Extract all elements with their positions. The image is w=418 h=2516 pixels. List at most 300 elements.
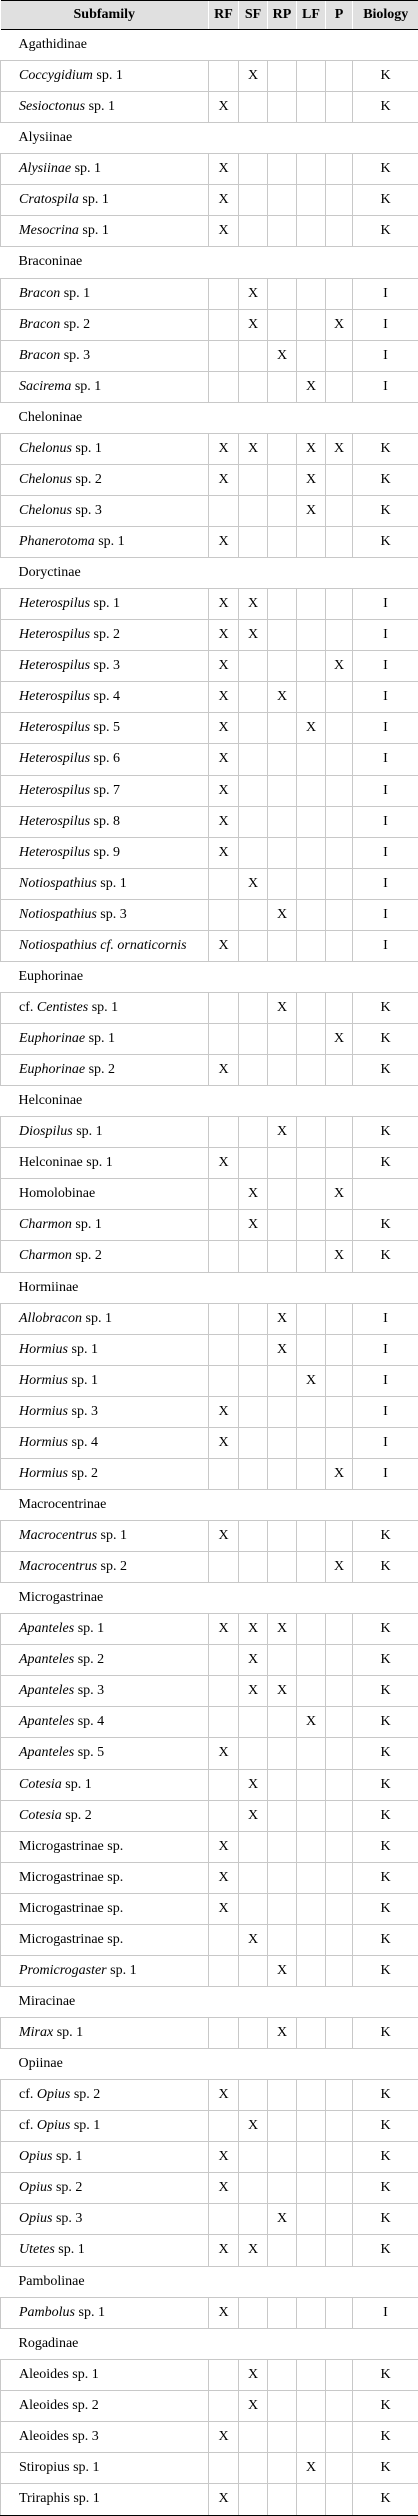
subfamily-name: Miracinae [1, 1986, 418, 2017]
rf-cell [209, 1924, 239, 1955]
taxon-name [1, 1117, 209, 1148]
genus-name: Hormius [19, 1403, 69, 1419]
subfamily-name: Macrocentrinae [1, 1489, 418, 1520]
biology-cell: K [353, 464, 418, 495]
table-row [1, 371, 418, 402]
subfamily-name: Cheloninae [1, 402, 418, 433]
rf-cell [209, 495, 239, 526]
biology-cell: I [353, 1365, 418, 1396]
rf-cell [209, 1117, 239, 1148]
biology-cell: K [353, 1955, 418, 1986]
p-cell [326, 620, 353, 651]
subfamily-row [1, 1986, 418, 2017]
table-row [1, 1676, 418, 1707]
taxon-name [1, 2080, 209, 2111]
taxon-name [1, 216, 209, 247]
genus-name: Hormius [19, 1465, 69, 1481]
lf-cell: X [297, 1707, 326, 1738]
subfamily-row [1, 961, 418, 992]
genus-name: Mirax [19, 2025, 54, 2041]
genus-name: Centistes [36, 999, 89, 1015]
taxon-name [1, 899, 209, 930]
biology-cell: I [353, 713, 418, 744]
genus-name: Coccygidium [19, 68, 93, 84]
biology-cell: K [353, 1893, 418, 1924]
sf-cell [239, 1893, 268, 1924]
rf-cell: X [209, 1614, 239, 1645]
species-suffix: sp. 1 [71, 161, 102, 177]
rp-cell [268, 1924, 297, 1955]
rp-cell: X [268, 1955, 297, 1986]
table-row [1, 154, 418, 185]
lf-cell [297, 1552, 326, 1583]
genus-name: Cotesia [19, 1807, 62, 1823]
species-suffix: sp. 3 [71, 502, 102, 518]
biology-cell: K [353, 2483, 418, 2515]
rf-cell: X [209, 1396, 239, 1427]
rf-cell [209, 2111, 239, 2142]
rp-cell [268, 837, 297, 868]
rf-cell [209, 1365, 239, 1396]
biology-cell: K [353, 216, 418, 247]
sf-cell [239, 464, 268, 495]
rf-cell [209, 1210, 239, 1241]
p-cell: X [326, 433, 353, 464]
taxon-name [1, 744, 209, 775]
species-suffix: sp. 1 [71, 1217, 102, 1233]
taxon-name [1, 527, 209, 558]
species-suffix: sp. 1 [96, 875, 127, 891]
genus-name: Hormius [19, 1341, 69, 1357]
table-row [1, 1552, 418, 1583]
sf-cell: X [239, 433, 268, 464]
sf-cell: X [239, 1924, 268, 1955]
rp-cell [268, 2483, 297, 2515]
lf-cell [297, 2142, 326, 2173]
table-row [1, 1148, 418, 1179]
sf-cell [239, 899, 268, 930]
genus-name: Notiospathius [19, 906, 97, 922]
biology-cell: I [353, 775, 418, 806]
p-cell [326, 1862, 353, 1893]
rp-cell [268, 1831, 297, 1862]
taxon-name [1, 1676, 209, 1707]
lf-cell [297, 1614, 326, 1645]
rp-cell: X [268, 1676, 297, 1707]
genus-name: Bracon [19, 347, 61, 363]
rp-cell [268, 2452, 297, 2483]
biology-cell: I [353, 309, 418, 340]
rp-cell [268, 2359, 297, 2390]
sf-cell: X [239, 868, 268, 899]
taxon-name [1, 2235, 209, 2266]
sf-cell: X [239, 2235, 268, 2266]
p-cell [326, 1055, 353, 1086]
rf-cell [209, 340, 239, 371]
genus-name: Apanteles [19, 1621, 75, 1637]
taxon-name [1, 775, 209, 806]
taxon-name [1, 1427, 209, 1458]
p-cell [326, 216, 353, 247]
taxon-name [1, 154, 209, 185]
rf-cell [209, 1241, 239, 1272]
p-cell [326, 1396, 353, 1427]
genus-name: Phanerotoma [19, 534, 95, 550]
table-row [1, 340, 418, 371]
genus-name: Heterospilus [19, 658, 91, 674]
table-row [1, 1707, 418, 1738]
biology-cell: K [353, 527, 418, 558]
sf-cell [239, 837, 268, 868]
table-row [1, 1055, 418, 1086]
rf-cell: X [209, 2080, 239, 2111]
rf-cell [209, 61, 239, 92]
taxon-name [1, 1552, 209, 1583]
taxon-text: Aleoides sp. 3 [19, 2428, 99, 2444]
lf-cell [297, 899, 326, 930]
lf-cell [297, 1645, 326, 1676]
taxon-name [1, 868, 209, 899]
rf-cell: X [209, 527, 239, 558]
rp-cell [268, 92, 297, 123]
p-cell [326, 992, 353, 1023]
rp-cell [268, 713, 297, 744]
lf-cell [297, 309, 326, 340]
rp-cell [268, 2111, 297, 2142]
table-row [1, 61, 418, 92]
sf-cell [239, 2421, 268, 2452]
sf-cell [239, 1521, 268, 1552]
table-row [1, 2359, 418, 2390]
p-cell [326, 1955, 353, 1986]
rp-cell [268, 309, 297, 340]
lf-cell: X [297, 2452, 326, 2483]
genus-name: Apanteles [19, 1683, 75, 1699]
lf-cell [297, 1148, 326, 1179]
rp-cell: X [268, 682, 297, 713]
sf-cell [239, 1831, 268, 1862]
taxon-text: Microgastrinae sp. [19, 1869, 124, 1885]
table-row [1, 92, 418, 123]
p-cell [326, 1831, 353, 1862]
rp-cell [268, 1179, 297, 1210]
rf-cell: X [209, 806, 239, 837]
rf-cell: X [209, 1521, 239, 1552]
species-suffix: sp. 1 [75, 2304, 105, 2320]
taxon-name [1, 1303, 209, 1334]
rp-cell [268, 651, 297, 682]
biology-cell: K [353, 2204, 418, 2235]
rp-cell [268, 1365, 297, 1396]
sf-cell [239, 775, 268, 806]
header-p: P [326, 1, 353, 30]
rp-cell: X [268, 1117, 297, 1148]
sf-cell [239, 216, 268, 247]
p-cell: X [326, 1241, 353, 1272]
subfamily-row [1, 123, 418, 154]
sf-cell [239, 527, 268, 558]
rp-cell [268, 1552, 297, 1583]
species-suffix: sp. 1 [90, 596, 120, 612]
species-suffix: sp. 1 [85, 99, 116, 115]
genus-name: Charmon [19, 1217, 72, 1233]
table-row [1, 495, 418, 526]
sf-cell [239, 1303, 268, 1334]
lf-cell [297, 2018, 326, 2049]
biology-cell: K [353, 1800, 418, 1831]
rf-cell: X [209, 1148, 239, 1179]
biology-cell: K [353, 1924, 418, 1955]
rf-cell: X [209, 1738, 239, 1769]
biology-cell: K [353, 1831, 418, 1862]
species-suffix: sp. 1 [54, 2242, 85, 2258]
rf-cell: X [209, 185, 239, 216]
biology-cell: I [353, 868, 418, 899]
rp-cell [268, 371, 297, 402]
sf-cell: X [239, 1179, 268, 1210]
sf-cell [239, 1334, 268, 1365]
p-cell: X [326, 1458, 353, 1489]
rp-cell [268, 1707, 297, 1738]
species-suffix: sp. 1 [60, 285, 91, 301]
sf-cell [239, 1707, 268, 1738]
species-suffix: sp. 1 [71, 378, 102, 394]
taxon-name [1, 806, 209, 837]
table-row [1, 2452, 418, 2483]
lf-cell [297, 1396, 326, 1427]
table-row [1, 1924, 418, 1955]
rf-cell: X [209, 930, 239, 961]
sf-cell: X [239, 2111, 268, 2142]
table-row [1, 1427, 418, 1458]
taxon-name [1, 1614, 209, 1645]
sf-cell [239, 154, 268, 185]
lf-cell [297, 1210, 326, 1241]
biology-cell: K [353, 1117, 418, 1148]
p-cell [326, 2297, 353, 2328]
biology-cell: K [353, 1552, 418, 1583]
genus-name: Opius [19, 2211, 53, 2227]
taxon-name [1, 1831, 209, 1862]
rp-cell [268, 589, 297, 620]
subfamily-row [1, 1272, 418, 1303]
taxon-name [1, 1769, 209, 1800]
table-row [1, 992, 418, 1023]
taxon-text: Aleoides sp. 2 [19, 2397, 99, 2413]
lf-cell [297, 1800, 326, 1831]
biology-cell: K [353, 992, 418, 1023]
rf-cell [209, 1676, 239, 1707]
table-body [1, 30, 418, 2516]
rp-cell [268, 1241, 297, 1272]
genus-name: Heterospilus [19, 627, 91, 643]
genus-name: Heterospilus [19, 751, 91, 767]
taxon-name [1, 464, 209, 495]
taxon-text: Triraphis sp. 1 [19, 2491, 100, 2507]
taxon-name [1, 1210, 209, 1241]
p-cell [326, 1117, 353, 1148]
lf-cell [297, 868, 326, 899]
rf-cell: X [209, 2483, 239, 2515]
subfamily-name: Helconinae [1, 1086, 418, 1117]
biology-cell: K [353, 1024, 418, 1055]
sf-cell: X [239, 620, 268, 651]
species-suffix: sp. 2 [71, 471, 102, 487]
header-row [1, 1, 418, 30]
rp-cell [268, 2080, 297, 2111]
rp-cell [268, 1862, 297, 1893]
genus-name: Apanteles [19, 1714, 75, 1730]
p-cell [326, 1738, 353, 1769]
taxon-name [1, 1738, 209, 1769]
rp-cell: X [268, 2204, 297, 2235]
species-suffix: sp. 4 [74, 1714, 105, 1730]
genus-name: Opius [36, 2118, 71, 2134]
taxon-name [1, 651, 209, 682]
lf-cell [297, 651, 326, 682]
taxon-name [1, 2111, 209, 2142]
rp-cell [268, 2173, 297, 2204]
rp-cell: X [268, 340, 297, 371]
sf-cell [239, 992, 268, 1023]
rp-cell [268, 154, 297, 185]
table-row [1, 2111, 418, 2142]
genus-name: Macrocentrus [19, 1528, 98, 1544]
taxon-name [1, 185, 209, 216]
table-row [1, 682, 418, 713]
taxon-name [1, 1458, 209, 1489]
genus-name: Macrocentrus [19, 1559, 98, 1575]
table-row [1, 1396, 418, 1427]
lf-cell [297, 1769, 326, 1800]
rp-cell: X [268, 2018, 297, 2049]
p-cell [326, 2111, 353, 2142]
species-suffix: sp. 2 [71, 1248, 102, 1264]
taxon-name [1, 433, 209, 464]
genus-name: Apanteles [19, 1652, 75, 1668]
subfamily-row [1, 2328, 418, 2359]
sf-cell [239, 1117, 268, 1148]
genus-name: Opius [19, 2180, 53, 2196]
p-cell [326, 464, 353, 495]
genus-name: Heterospilus [19, 689, 91, 705]
genus-name: Hormius [19, 1372, 69, 1388]
lf-cell [297, 775, 326, 806]
genus-name: Chelonus [19, 471, 72, 487]
table-row [1, 1241, 418, 1272]
lf-cell [297, 1893, 326, 1924]
rp-cell [268, 930, 297, 961]
genus-name: Sacirema [19, 378, 72, 394]
rf-cell [209, 309, 239, 340]
lf-cell [297, 2173, 326, 2204]
p-cell [326, 1334, 353, 1365]
taxon-name [1, 1862, 209, 1893]
genus-name: Promicrogaster [19, 1962, 107, 1978]
species-suffix: sp. 4 [68, 1434, 98, 1450]
species-suffix: sp. 6 [90, 751, 120, 767]
rf-cell: X [209, 1055, 239, 1086]
sf-cell: X [239, 2390, 268, 2421]
sf-cell [239, 651, 268, 682]
p-cell [326, 61, 353, 92]
lf-cell [297, 2297, 326, 2328]
species-suffix: sp. 3 [52, 2211, 83, 2227]
lf-cell [297, 1179, 326, 1210]
sf-cell [239, 1055, 268, 1086]
sf-cell [239, 806, 268, 837]
biology-cell: K [353, 1055, 418, 1086]
p-cell [326, 495, 353, 526]
rf-cell [209, 1334, 239, 1365]
lf-cell [297, 2359, 326, 2390]
lf-cell [297, 806, 326, 837]
p-cell [326, 1303, 353, 1334]
species-suffix: sp. 2 [90, 627, 120, 643]
subfamily-name: Euphorinae [1, 961, 418, 992]
sf-cell [239, 682, 268, 713]
taxon-name [1, 2390, 209, 2421]
biology-cell: K [353, 2452, 418, 2483]
p-cell [326, 837, 353, 868]
biology-cell: I [353, 1427, 418, 1458]
taxon-name [1, 1179, 209, 1210]
p-cell [326, 589, 353, 620]
table-row [1, 1024, 418, 1055]
subfamily-row [1, 402, 418, 433]
species-suffix: sp. 9 [90, 844, 120, 860]
rf-cell [209, 1769, 239, 1800]
taxon-prefix: cf. [19, 2118, 37, 2134]
p-cell [326, 1707, 353, 1738]
subfamily-name: Braconinae [1, 247, 418, 278]
subfamily-row [1, 1489, 418, 1520]
sf-cell: X [239, 589, 268, 620]
rf-cell [209, 1458, 239, 1489]
genus-name: Hormius [19, 1434, 69, 1450]
taxon-text: Microgastrinae sp. [19, 1931, 124, 1947]
table-row [1, 1769, 418, 1800]
rf-cell [209, 899, 239, 930]
sf-cell [239, 92, 268, 123]
lf-cell [297, 1303, 326, 1334]
p-cell [326, 1427, 353, 1458]
rp-cell [268, 1055, 297, 1086]
rp-cell [268, 185, 297, 216]
biology-cell: I [353, 1396, 418, 1427]
rf-cell: X [209, 651, 239, 682]
rp-cell [268, 868, 297, 899]
sf-cell: X [239, 1614, 268, 1645]
table-row [1, 2173, 418, 2204]
taxon-prefix: cf. [19, 999, 37, 1015]
lf-cell [297, 154, 326, 185]
p-cell [326, 2359, 353, 2390]
table-row [1, 527, 418, 558]
rp-cell: X [268, 899, 297, 930]
biology-cell: I [353, 744, 418, 775]
species-suffix: sp. 4 [90, 689, 120, 705]
rf-cell [209, 1707, 239, 1738]
p-cell [326, 1924, 353, 1955]
subfamily-name: Hormiinae [1, 1272, 418, 1303]
genus-name: Euphorinae [19, 1031, 86, 1047]
table-row [1, 464, 418, 495]
p-cell [326, 2080, 353, 2111]
table-row [1, 1862, 418, 1893]
rp-cell [268, 1521, 297, 1552]
species-suffix: sp. 3 [68, 1403, 98, 1419]
